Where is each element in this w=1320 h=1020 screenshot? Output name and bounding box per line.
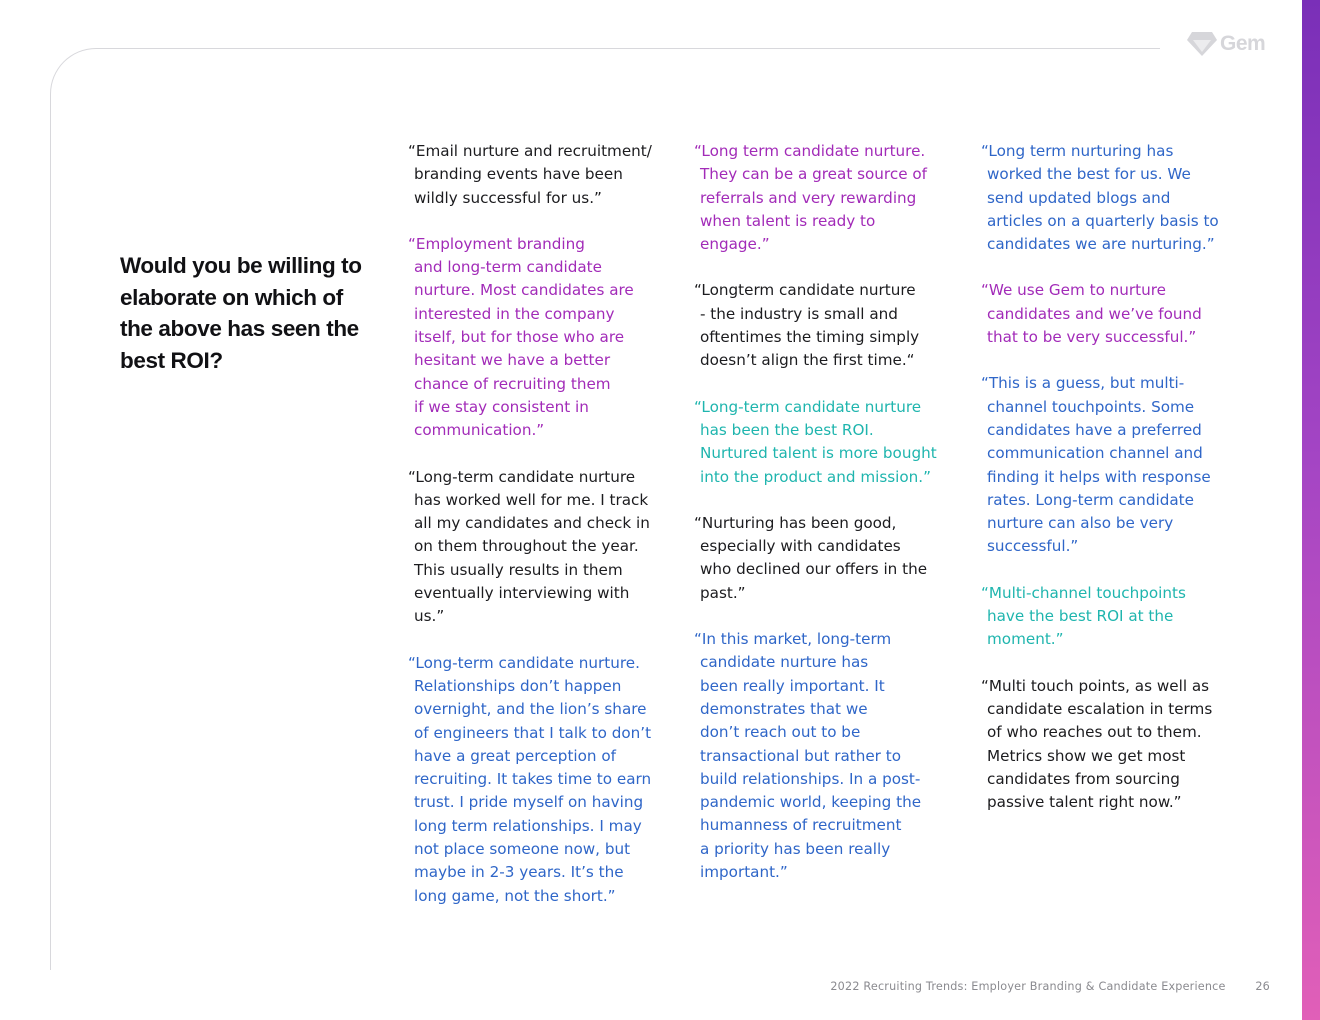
quote-item: “Nurturing has been good, especially with candidates who declined our offers in the past.” (694, 513, 928, 602)
footer-title: 2022 Recruiting Trends: Employer Branding & Candidate Experience (830, 980, 1226, 993)
quote-item: “Long-term candidate nurture has been the best ROI. Nurtured talent is more bought into the product and mission.” (694, 397, 937, 486)
question-heading: Would you be willing to elaborate on which of the above has seen the best ROI? (120, 253, 362, 373)
quote-item: “Long-term candidate nurture has worked well for me. I track all my candidates and check in on them throughout the year. This usually results in them eventually interviewing with us.” (408, 467, 650, 626)
gem-logo (1186, 31, 1265, 57)
gradient-side-strip (1302, 0, 1320, 1020)
quote-item: “Longterm candidate nurture - the industry is small and oftentimes the timing simply doesn’t align the first time.“ (694, 281, 920, 370)
page-number: 26 (1255, 980, 1270, 993)
quote-item: “In this market, long-term candidate nurture has been really important. It demonstrates that we don’t reach out to be transactional but rather to build relationships. In a post- pandemic world, keeping the humanness of recruitment a priority has been really important.” (694, 630, 922, 882)
quote-item: “Multi-channel touchpoints have the best ROI at the moment.” (981, 583, 1186, 649)
quote-item: “Email nurture and recruitment/ branding events have been wildly successful for us.” (408, 142, 652, 207)
quote-column-2 (694, 140, 956, 907)
quote-column-3 (981, 140, 1243, 837)
quote-column-1 (408, 140, 670, 931)
gem-diamond-icon (1186, 31, 1218, 57)
quote-item: “Multi touch points, as well as candidate escalation in terms of who reaches out to them. Metrics show we get most candidates from sourcing passive talent right now.” (981, 676, 1213, 812)
quote-item: “Long term nurturing has worked the best for us. We send updated blogs and articles on a quarterly basis to candidates we are nurturing.” (981, 142, 1219, 254)
logo-wordmark: Gem (1220, 32, 1266, 55)
quote-item: “This is a guess, but multi- channel touchpoints. Some candidates have a preferred communication channel and finding it helps with response rates. Long-term candidate nurture can also be very successful.” (981, 374, 1211, 556)
page-footer (0, 980, 1270, 993)
quote-item: “Employment branding and long-term candidate nurture. Most candidates are interested in the company itself, but for those who are hesitant we have a better chance of recruiting them if we stay consistent in communication.” (408, 234, 634, 440)
quote-item: “We use Gem to nurture candidates and we’ve found that to be very successful.” (981, 281, 1202, 347)
quote-item: “Long term candidate nurture. They can be a great source of referrals and very rewarding when talent is ready to engage.” (694, 142, 928, 254)
quote-item: “Long-term candidate nurture. Relationships don’t happen overnight, and the lion’s share of engineers that I talk to don’t have a great perception of recruiting. It takes time to earn trust. I pride myself on having long term relationships. I may not place someone now, but maybe in 2-3 years. It’s the long game, not the short.” (408, 653, 652, 905)
